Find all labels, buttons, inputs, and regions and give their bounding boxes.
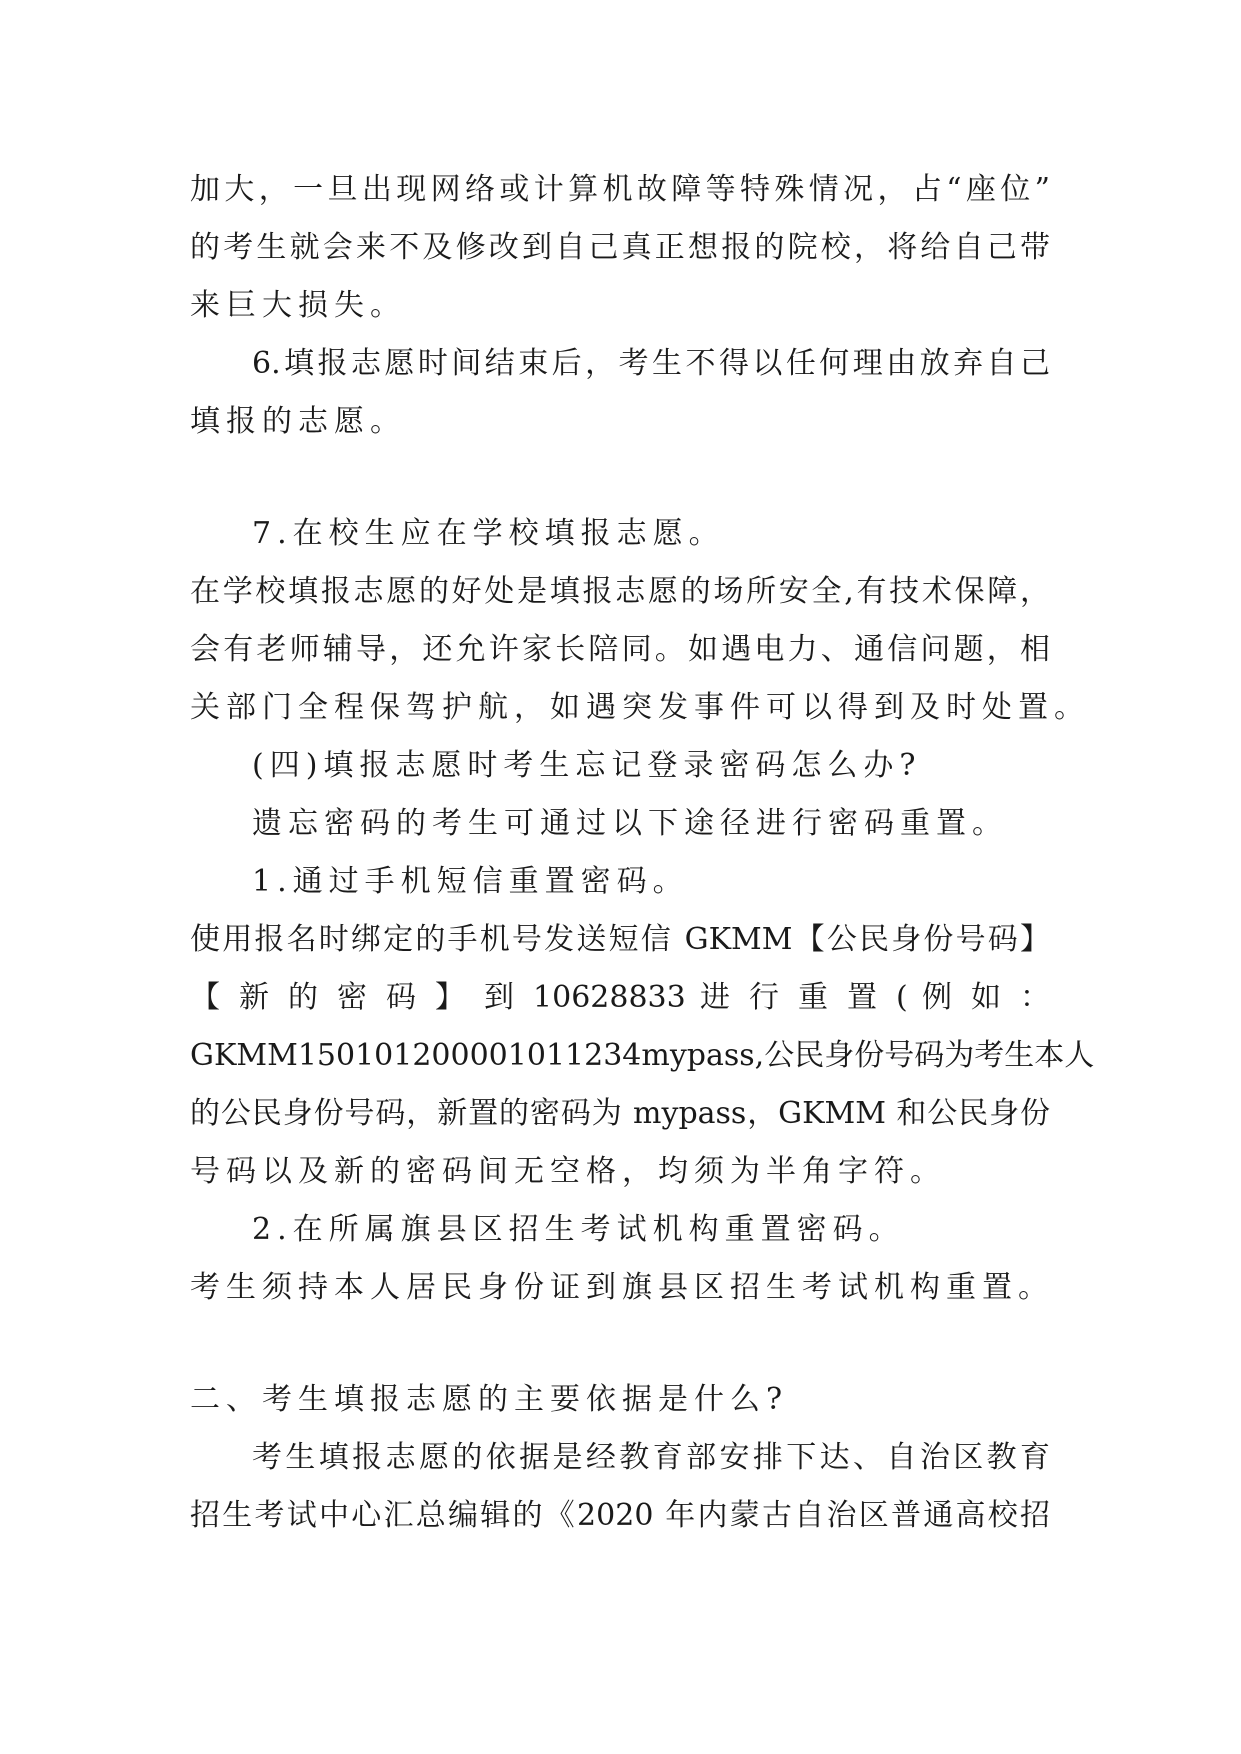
paragraph-line: 【 新 的 密 码 】 到 10628833 进 行 重 置 ( 例 如 ： [190,980,1050,1015]
list-item-6: 6.填报志愿时间结束后，考生不得以任何理由放弃自己 [252,346,1050,381]
paragraph-line: 遗忘密码的考生可通过以下途径进行密码重置。 [252,806,1008,841]
paragraph-line: 的考生就会来不及修改到自己真正想报的院校，将给自己带 [190,230,1050,265]
list-item-7: 7.在校生应在学校填报志愿。 [252,516,725,551]
paragraph-line: 招生考试中心汇总编辑的《2020 年内蒙古自治区普通高校招 [190,1498,1050,1533]
paragraph-line: 考生填报志愿的依据是经教育部安排下达、自治区教育 [252,1440,1050,1475]
paragraph-line: 填报的志愿。 [190,404,406,439]
paragraph-line: 关部门全程保驾护航，如遇突发事件可以得到及时处置。 [190,690,1090,725]
paragraph-line: 会有老师辅导，还允许家长陪同。如遇电力、通信问题，相 [190,632,1050,667]
paragraph-line: 使用报名时绑定的手机号发送短信 GKMM【公民身份号码】 [190,922,1050,957]
paragraph-line: 考生须持本人居民身份证到旗县区招生考试机构重置。 [190,1270,1054,1305]
paragraph-line: 号码以及新的密码间无空格，均须为半角字符。 [190,1154,946,1189]
paragraph-line: 的公民身份号码，新置的密码为 mypass，GKMM 和公民身份 [190,1096,1050,1131]
section-heading: 二、考生填报志愿的主要依据是什么? [190,1382,789,1417]
list-item-2: 2.在所属旗县区招生考试机构重置密码。 [252,1212,905,1247]
section-question-heading: (四)填报志愿时考生忘记登录密码怎么办? [252,748,922,783]
paragraph-line: 加大，一旦出现网络或计算机故障等特殊情况，占“座位” [190,172,1050,207]
paragraph-line: 在学校填报志愿的好处是填报志愿的场所安全,有技术保障， [190,574,1050,609]
paragraph-line: 来巨大损失。 [190,288,406,323]
list-item-1: 1.通过手机短信重置密码。 [252,864,689,899]
paragraph-line: GKMM150101200001011234mypass,公民身份号码为考生本人 [190,1038,1095,1073]
